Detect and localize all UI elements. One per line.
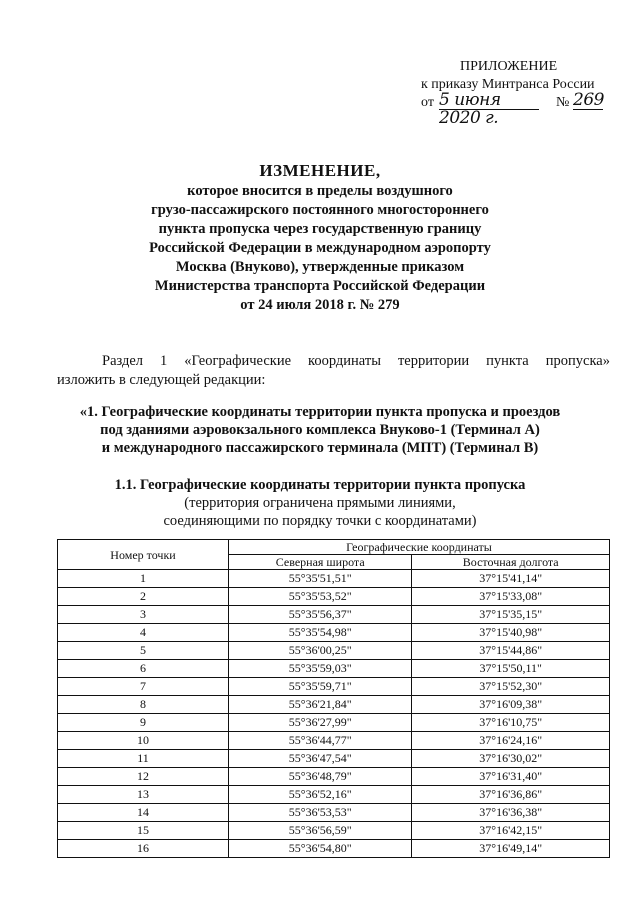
intro-word: территории (397, 353, 470, 369)
section-line: «1. Географические координаты территории пункта пропуска и проездов (79, 404, 561, 420)
header-point-number: Номер точки (58, 540, 229, 570)
table-row (58, 696, 610, 714)
title-heading: ИЗМЕНЕНИЕ, (259, 161, 381, 180)
longitude-cell: 37°16'36,86" (412, 786, 610, 804)
point-number-cell: 13 (58, 786, 229, 804)
title-line: Министерства транспорта Российской Федерации (154, 278, 486, 294)
point-number-cell: 1 (58, 570, 229, 588)
header-coordinates: Географические координаты (229, 540, 610, 555)
point-number-cell: 6 (58, 660, 229, 678)
longitude-cell: 37°16'49,14" (412, 840, 610, 858)
title-line: Москва (Внуково), утвержденные приказом (175, 259, 465, 275)
latitude-cell: 55°36'56,59" (229, 822, 412, 840)
latitude-cell: 55°36'44,77" (229, 732, 412, 750)
longitude-cell: 37°15'41,14" (412, 570, 610, 588)
longitude-cell: 37°16'10,75" (412, 714, 610, 732)
latitude-cell: 55°36'47,54" (229, 750, 412, 768)
number-label: № (556, 95, 570, 110)
table-row (58, 606, 610, 624)
point-number-cell: 16 (58, 840, 229, 858)
longitude-cell: 37°16'31,40" (412, 768, 610, 786)
longitude-cell: 37°16'09,38" (412, 696, 610, 714)
latitude-cell: 55°36'52,16" (229, 786, 412, 804)
latitude-cell: 55°36'53,53" (229, 804, 412, 822)
appendix-header (405, 58, 605, 128)
subsection-note: (территория ограничена прямыми линиями, (184, 495, 456, 511)
intro-word: Раздел (102, 353, 144, 369)
longitude-cell: 37°16'24,16" (412, 732, 610, 750)
title-line: Российской Федерации в международном аэропорту (149, 240, 491, 256)
longitude-cell: 37°15'35,15" (412, 606, 610, 624)
table-row (58, 804, 610, 822)
longitude-cell: 37°15'40,98" (412, 624, 610, 642)
intro-line-1 (57, 352, 610, 371)
latitude-cell: 55°36'48,79" (229, 768, 412, 786)
table-row (58, 624, 610, 642)
latitude-cell: 55°35'54,98" (229, 624, 412, 642)
point-number-cell: 5 (58, 642, 229, 660)
point-number-cell: 2 (58, 588, 229, 606)
longitude-cell: 37°15'44,86" (412, 642, 610, 660)
point-number-cell: 11 (58, 750, 229, 768)
subsection-heading (0, 476, 640, 530)
table-row (58, 642, 610, 660)
table-row (58, 714, 610, 732)
table-row (58, 660, 610, 678)
table-row (58, 588, 610, 606)
from-label: от (421, 95, 434, 110)
point-number-cell: 14 (58, 804, 229, 822)
section-line: под зданиями аэровокзального комплекса Внуково-1 (Терминал А) (100, 422, 540, 438)
table-row (58, 840, 610, 858)
section-heading (0, 403, 640, 457)
intro-word: пропуска» (545, 353, 610, 369)
longitude-cell: 37°15'33,08" (412, 588, 610, 606)
latitude-cell: 55°35'56,37" (229, 606, 412, 624)
header-latitude: Северная широта (229, 555, 412, 570)
latitude-cell: 55°35'59,03" (229, 660, 412, 678)
table-row (58, 732, 610, 750)
appendix-title: ПРИЛОЖЕНИЕ (460, 59, 558, 74)
point-number-cell: 15 (58, 822, 229, 840)
table-row (58, 678, 610, 696)
latitude-cell: 55°36'21,84" (229, 696, 412, 714)
intro-word: 1 (160, 353, 168, 369)
point-number-cell: 12 (58, 768, 229, 786)
title-line: грузо-пассажирского постоянного многостороннего (151, 202, 489, 218)
coordinates-table (57, 539, 610, 858)
appendix-order-ref: к приказу Минтранса России (421, 77, 595, 92)
handwritten-number: 269 (573, 90, 604, 110)
latitude-cell: 55°36'00,25" (229, 642, 412, 660)
appendix-date-line (421, 90, 605, 128)
table-row (58, 768, 610, 786)
table-row (58, 786, 610, 804)
intro-word: пункта (486, 353, 529, 369)
longitude-cell: 37°15'52,30" (412, 678, 610, 696)
point-number-cell: 9 (58, 714, 229, 732)
document-title (0, 160, 640, 315)
title-line: которое вносится в пределы воздушного (187, 183, 453, 199)
intro-paragraph (57, 352, 610, 390)
subsection-title: 1.1. Географические координаты территории пункта пропуска (114, 477, 526, 493)
intro-line-2: изложить в следующей редакции: (57, 372, 266, 388)
longitude-cell: 37°16'42,15" (412, 822, 610, 840)
latitude-cell: 55°36'54,80" (229, 840, 412, 858)
table-row (58, 750, 610, 768)
point-number-cell: 7 (58, 678, 229, 696)
longitude-cell: 37°16'36,38" (412, 804, 610, 822)
latitude-cell: 55°35'51,51" (229, 570, 412, 588)
longitude-cell: 37°15'50,11" (412, 660, 610, 678)
handwritten-date: 5 июня 2020 г. (439, 91, 539, 110)
subsection-note: соединяющими по порядку точки с координатами) (163, 513, 477, 529)
intro-word: «Географические (184, 353, 292, 369)
table-row (58, 822, 610, 840)
point-number-cell: 4 (58, 624, 229, 642)
point-number-cell: 8 (58, 696, 229, 714)
intro-word: координаты (308, 353, 381, 369)
latitude-cell: 55°35'59,71" (229, 678, 412, 696)
table-row (58, 570, 610, 588)
longitude-cell: 37°16'30,02" (412, 750, 610, 768)
section-line: и международного пассажирского терминала (МПТ) (Терминал В) (101, 440, 539, 456)
point-number-cell: 3 (58, 606, 229, 624)
point-number-cell: 10 (58, 732, 229, 750)
latitude-cell: 55°36'27,99" (229, 714, 412, 732)
title-line: от 24 июля 2018 г. № 279 (240, 297, 400, 313)
header-longitude: Восточная долгота (412, 555, 610, 570)
latitude-cell: 55°35'53,52" (229, 588, 412, 606)
title-line: пункта пропуска через государственную границу (158, 221, 482, 237)
